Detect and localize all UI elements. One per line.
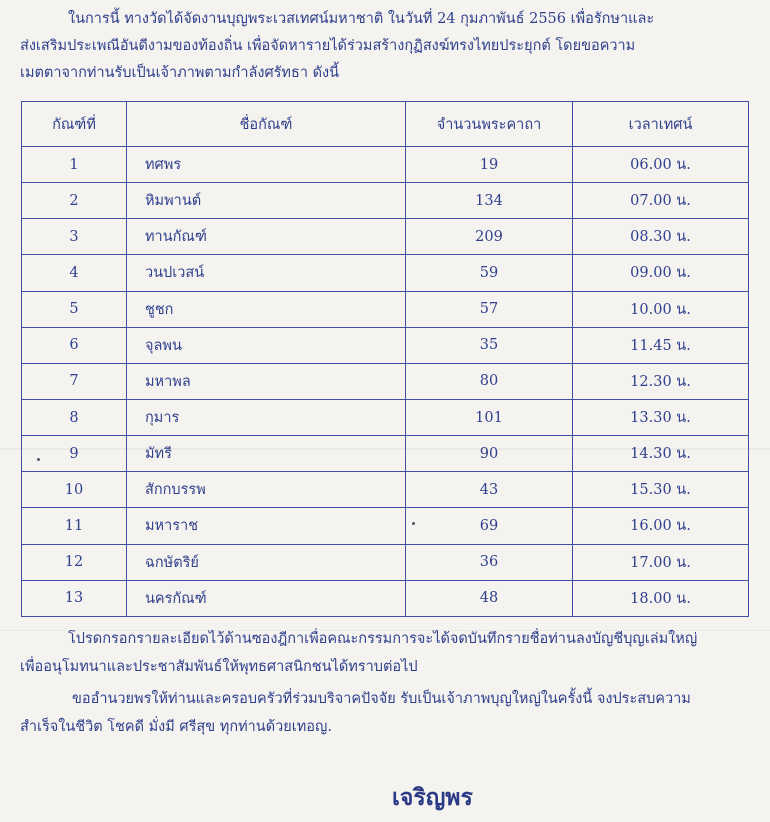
table-row [22, 183, 749, 219]
intro-line: ในการนี้ ทางวัดได้จัดงานบุญพระเวสเทศน์มหาชาติ ในวันที่ 24 กุมภาพันธ์ 2556 เพื่อรักษาและ [68, 11, 655, 27]
sermon-time: 10.00 น. [573, 291, 749, 327]
chapter-no: 3 [22, 219, 127, 255]
chapter-no: 12 [22, 544, 127, 580]
table-header-row [22, 102, 749, 147]
closing-blessing: เจริญพร [392, 785, 473, 811]
table-row [22, 327, 749, 363]
verse-count: 101 [406, 399, 573, 435]
table-row [22, 219, 749, 255]
chapter-name: มหาพล [127, 363, 406, 399]
header-sermon-time: เวลาเทศน์ [573, 102, 749, 147]
table-row [22, 255, 749, 291]
verse-count: 209 [406, 219, 573, 255]
chapter-no: 8 [22, 399, 127, 435]
chapter-no: 6 [22, 327, 127, 363]
sermon-time: 18.00 น. [573, 580, 749, 616]
table-row [22, 436, 749, 472]
chapter-name: ฉกษัตริย์ [127, 544, 406, 580]
intro-line: เมตตาจากท่านรับเป็นเจ้าภาพตามกำลังศรัทธา ดังนี้ [20, 65, 339, 81]
sermon-time: 14.30 น. [573, 436, 749, 472]
chapter-name: สักกบรรพ [127, 472, 406, 508]
sermon-time: 07.00 น. [573, 183, 749, 219]
note-line: โปรดกรอกรายละเอียดไว้ด้านซองฎีกาเพื่อคณะกรรมการจะได้จดบันทึกรายชื่อท่านลงบัญชีบุญเล่มใหญ่ [68, 631, 698, 647]
verse-count: 59 [406, 255, 573, 291]
table-row [22, 291, 749, 327]
intro-paragraph [20, 6, 752, 87]
verse-count: 43 [406, 472, 573, 508]
notes-section [20, 625, 760, 741]
chapter-no: 7 [22, 363, 127, 399]
sermon-time: 12.30 น. [573, 363, 749, 399]
chapter-no: 2 [22, 183, 127, 219]
verse-count: 80 [406, 363, 573, 399]
table-row [22, 399, 749, 435]
chapter-name: ทศพร [127, 147, 406, 183]
verse-count: 36 [406, 544, 573, 580]
verse-count: 19 [406, 147, 573, 183]
chapter-name: ชูชก [127, 291, 406, 327]
table-row [22, 580, 749, 616]
note-line: ขออำนวยพรให้ท่านและครอบครัวที่ร่วมบริจาคปัจจัย รับเป็นเจ้าภาพบุญใหญ่ในครั้งนี้ จงประสบความ [72, 691, 691, 707]
sermon-time: 06.00 น. [573, 147, 749, 183]
chapter-name: หิมพานต์ [127, 183, 406, 219]
sermon-time: 13.30 น. [573, 399, 749, 435]
chapter-name: จุลพน [127, 327, 406, 363]
verse-count: 48 [406, 580, 573, 616]
table-row [22, 363, 749, 399]
chapter-no: 4 [22, 255, 127, 291]
chapter-no: 5 [22, 291, 127, 327]
chapter-name: นครกัณฑ์ [127, 580, 406, 616]
chapter-name: มัทรี [127, 436, 406, 472]
sermon-time: 16.00 น. [573, 508, 749, 544]
sermon-time: 08.30 น. [573, 219, 749, 255]
intro-line: ส่งเสริมประเพณีอันดีงามของท้องถิ่น เพื่อจัดหารายได้ร่วมสร้างกุฏิสงฆ์ทรงไทยประยุกต์ โดยขอความ [20, 38, 636, 54]
chapter-no: 13 [22, 580, 127, 616]
chapter-no: 11 [22, 508, 127, 544]
chapter-name: วนปเวสน์ [127, 255, 406, 291]
sermon-time: 17.00 น. [573, 544, 749, 580]
note-line: เพื่ออนุโมทนาและประชาสัมพันธ์ให้พุทธศาสนิกชนได้ทราบต่อไป [20, 659, 418, 675]
table-row [22, 544, 749, 580]
chapter-no: 10 [22, 472, 127, 508]
header-chapter-name: ชื่อกัณฑ์ [127, 102, 406, 147]
sermon-time: 11.45 น. [573, 327, 749, 363]
sermon-time: 09.00 น. [573, 255, 749, 291]
table-row [22, 472, 749, 508]
verse-count: 90 [406, 436, 573, 472]
chapter-no: 1 [22, 147, 127, 183]
note-line: สำเร็จในชีวิต โชคดี มั่งมี ศรีสุข ทุกท่านด้วยเทอญ. [20, 719, 332, 735]
verse-count: 134 [406, 183, 573, 219]
chapter-name: กุมาร [127, 399, 406, 435]
chapter-name: ทานกัณฑ์ [127, 219, 406, 255]
verse-count: 69 [406, 508, 573, 544]
sermon-schedule-table [21, 101, 749, 617]
chapter-name: มหาราช [127, 508, 406, 544]
header-chapter-no: กัณฑ์ที่ [22, 102, 127, 147]
sermon-time: 15.30 น. [573, 472, 749, 508]
verse-count: 57 [406, 291, 573, 327]
verse-count: 35 [406, 327, 573, 363]
table-row [22, 147, 749, 183]
header-verse-count: จำนวนพระคาถา [406, 102, 573, 147]
table-row [22, 508, 749, 544]
chapter-no: 9 [22, 436, 127, 472]
